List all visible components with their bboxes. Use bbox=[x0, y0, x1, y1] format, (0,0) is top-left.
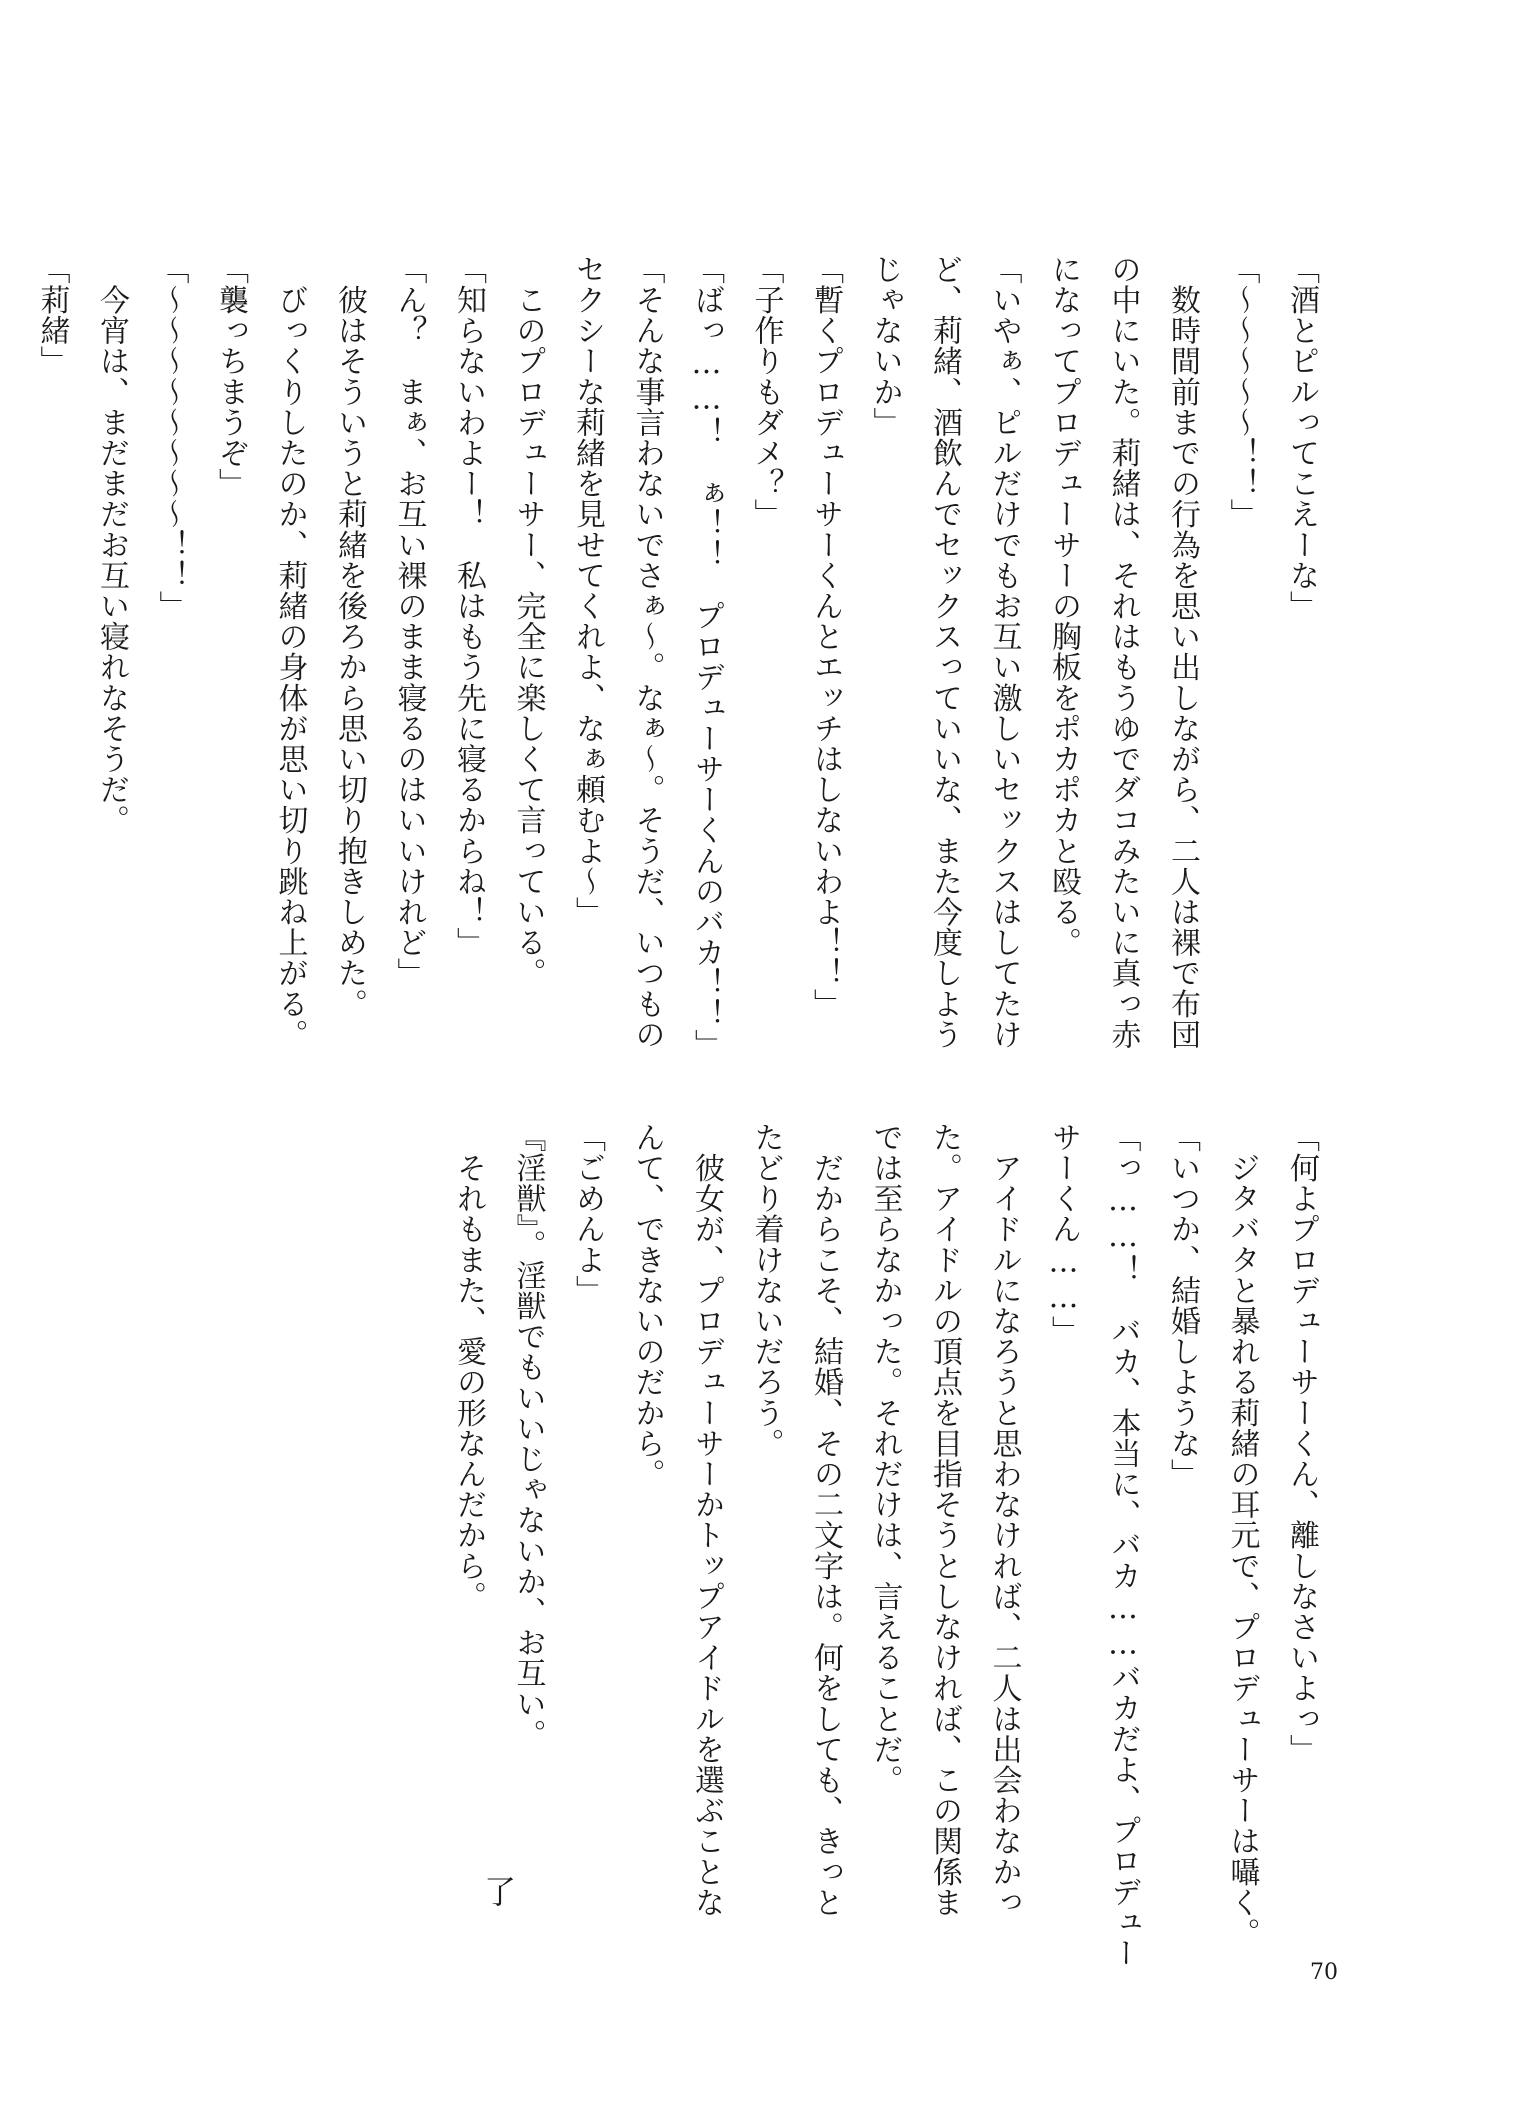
text-line: サーくん……」 bbox=[1046, 1122, 1081, 1347]
text-line: 「ん？ まぁ、お互い裸のまま寝るのはいいけれど」 bbox=[391, 254, 427, 989]
text-line: 今宵は、まだまだお互い寝れなそうだ。 bbox=[94, 254, 129, 836]
text-line: だからこそ、結婚、その二文字は。何をしても、きっと bbox=[808, 1122, 843, 1918]
text-line: 「酒とピルってこえーな」 bbox=[1284, 254, 1319, 622]
text-line: セクシーな莉緒を見せてくれよ、なぁ頼むよ〜」 bbox=[570, 254, 605, 928]
text-line: 「何よプロデューサーくん、離しなさいよっ」 bbox=[1284, 1122, 1319, 1765]
text-line: んて、できないのだから。 bbox=[629, 1122, 665, 1490]
text-line: 「襲っちまうぞ」 bbox=[213, 254, 248, 499]
text-line: になってプロデューサーの胸板をポカポカと殴る。 bbox=[1046, 254, 1081, 958]
text-line: た。アイドルの頂点を目指そうとしなければ、この関係ま bbox=[927, 1122, 962, 1918]
text-line: 「莉緒」 bbox=[34, 254, 70, 377]
text-line: 数時間前までの行為を思い出しながら、二人は裸で布団 bbox=[1165, 254, 1200, 1050]
text-line: それもまた、愛の形なんだから。 bbox=[451, 1122, 486, 1612]
end-mark: 了 bbox=[484, 1873, 517, 1911]
text-line: 「〜〜〜〜〜！！」 bbox=[1224, 254, 1260, 530]
text-line: 「ごめんよ」 bbox=[570, 1122, 605, 1306]
text-line: 「ばっ……！ ぁ！！ プロデューサーくんのバカ！！」 bbox=[689, 254, 724, 1060]
text-line: 彼女が、プロデューサーかトップアイドルを選ぶことな bbox=[689, 1122, 724, 1918]
text-line: このプロデューサー、完全に楽しくて言っている。 bbox=[510, 254, 546, 989]
text-line: 彼はそういうと莉緒を後ろから思い切り抱きしめた。 bbox=[332, 254, 367, 1019]
text-line: 「暫くプロデューサーくんとエッチはしないわよ！！」 bbox=[808, 254, 843, 1019]
upper-text-block bbox=[22, 254, 1331, 1060]
text-line: じゃないか」 bbox=[867, 254, 903, 438]
text-line: 「〜〜〜〜〜〜〜〜！！」 bbox=[153, 254, 189, 622]
text-line: では至らなかった。それだけは、言えることだ。 bbox=[867, 1122, 903, 1796]
text-line: 「知らないわよー！ 私はもう先に寝るからね！」 bbox=[451, 254, 486, 958]
text-line: の中にいた。莉緒は、それはもうゆでダコみたいに真っ赤 bbox=[1105, 254, 1141, 1050]
text-line: 「そんな事言わないでさぁ〜。なぁ〜。そうだ、いつもの bbox=[629, 254, 665, 1050]
text-line: ジタバタと暴れる莉緒の耳元で、プロデューサーは囁く。 bbox=[1224, 1122, 1260, 1949]
text-line: たどり着けないだろう。 bbox=[748, 1122, 784, 1459]
text-line: ど、莉緒、酒飲んでセックスっていいな、また今度しよう bbox=[927, 254, 962, 1050]
page-number: 70 bbox=[1310, 1960, 1338, 1985]
text-line: 「っ……！ バカ、本当に、バカ……バカだよ、プロデュー bbox=[1105, 1122, 1141, 1969]
text-line: 『淫獣』。淫獣でもいいじゃないか、お互い。 bbox=[510, 1122, 546, 1750]
lower-text-block bbox=[439, 1122, 1332, 1969]
text-line: びっくりしたのか、莉緒の身体が思い切り跳ね上がる。 bbox=[272, 254, 308, 1050]
text-line: 「子作りもダメ？」 bbox=[748, 254, 784, 530]
text-line: アイドルになろうと思わなければ、二人は出会わなかっ bbox=[986, 1122, 1022, 1918]
text-line: 「いつか、結婚しような」 bbox=[1165, 1122, 1200, 1490]
text-line: 「いやぁ、ピルだけでもお互い激しいセックスはしてたけ bbox=[986, 254, 1022, 1050]
